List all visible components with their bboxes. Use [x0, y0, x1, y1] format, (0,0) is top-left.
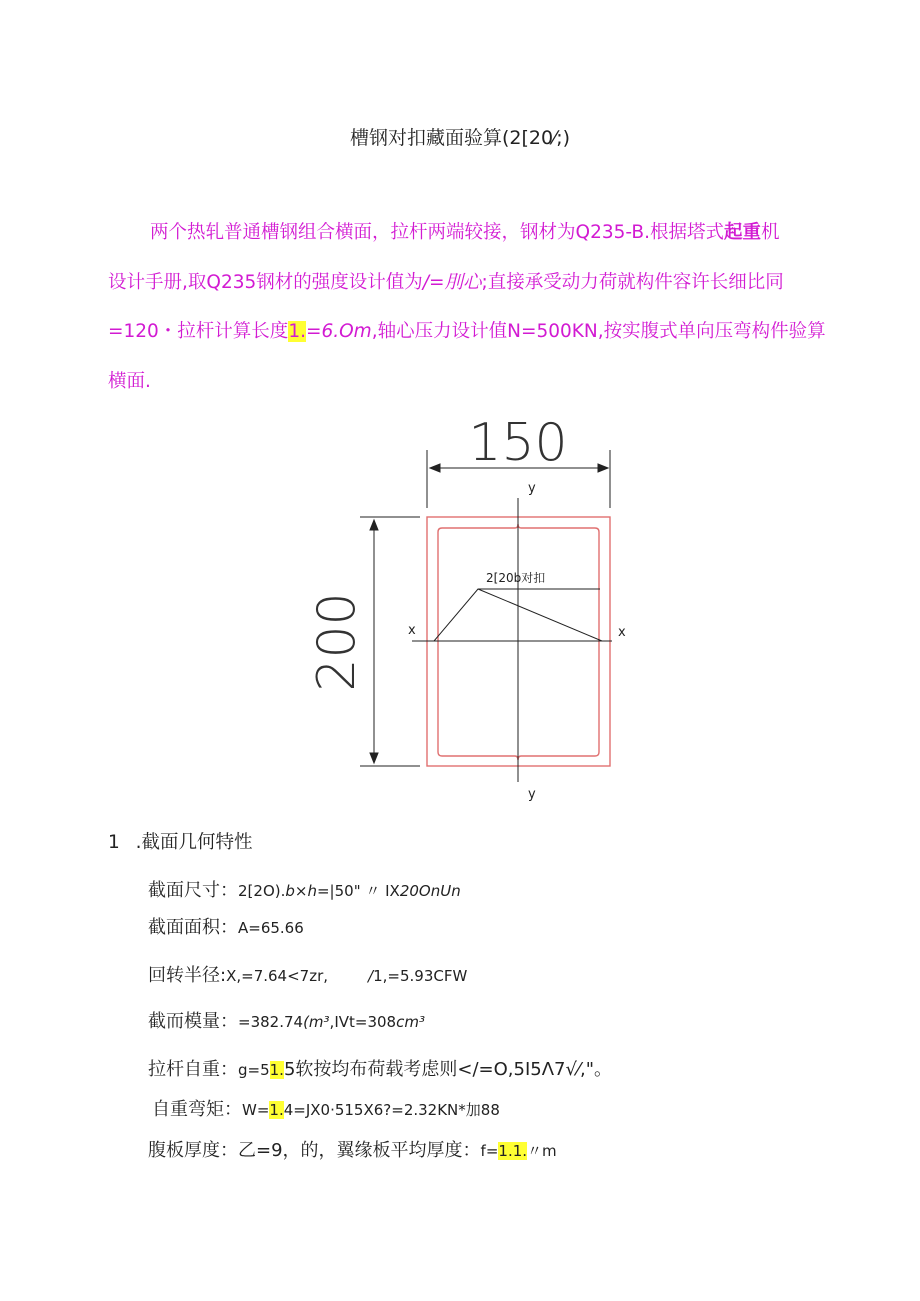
row-value: W=: [242, 1101, 270, 1119]
row-value: 〃m: [527, 1142, 557, 1160]
row-value: =382.74: [238, 1013, 304, 1031]
row-section-size: [148, 876, 461, 902]
row-value: A=65.66: [238, 919, 304, 937]
row-value: t: [349, 1013, 355, 1031]
y-axis-label-bottom: y: [528, 787, 536, 802]
highlighted-text: 1.: [288, 321, 306, 342]
intro-line-2: [108, 268, 784, 294]
intro-line-1: [150, 218, 780, 244]
row-label: 拉杆自重：: [148, 1059, 238, 1080]
height-dimension-label: 200: [307, 592, 367, 692]
row-value: f=: [480, 1142, 499, 1160]
row-section-area: [148, 913, 304, 939]
intro-text: 横面.: [108, 371, 151, 392]
row-label: 自重弯矩：: [152, 1099, 242, 1120]
intro-text: 机: [760, 222, 780, 243]
section-drawing: [290, 400, 650, 810]
row-value: cm³: [396, 1013, 425, 1031]
page-title: 槽钢对扣藏面验算(2[20⁄;): [349, 127, 571, 149]
row-value: ,IV: [329, 1013, 349, 1031]
highlighted-text: 1.: [269, 1101, 284, 1119]
row-label: 截面面积：: [148, 917, 238, 938]
row-value: 4=JX0·515X6?=2.32KN*加88: [283, 1101, 500, 1119]
row-label: 腹板厚度：: [148, 1140, 238, 1161]
width-dimension-label: 150: [468, 413, 568, 473]
x-axis-label-right: x: [618, 625, 626, 640]
row-value: b×h: [285, 882, 317, 900]
row-self-weight: [148, 1055, 612, 1081]
intro-line-3: [108, 317, 826, 343]
section-1-heading: [108, 828, 253, 854]
row-radius-of-gyration: [148, 961, 467, 987]
row-value: X,=7.64<7zr,: [226, 967, 329, 985]
axes: [412, 498, 612, 782]
intro-text: 设计手册,取Q235钢材的强度设计值为: [108, 272, 423, 293]
highlighted-text: 1.: [269, 1061, 284, 1079]
section-title: .截面几何特性: [135, 832, 253, 853]
intro-text: 两个热轧普通槽钢组合横面，拉杆两端较接，钢材为Q235-B.根据塔式: [150, 222, 724, 243]
row-section-modulus: [148, 1007, 425, 1033]
row-label: 回转半径:: [148, 965, 227, 986]
row-self-weight-moment: [152, 1095, 500, 1121]
row-value: =|50" 〃 IX: [316, 882, 400, 900]
left-dimension: [360, 517, 420, 766]
row-value: 乙=9，的，翼缘板平均厚度：: [238, 1140, 481, 1161]
intro-formula: /=: [422, 272, 445, 293]
intro-formula: 刖心: [444, 272, 482, 293]
intro-formula: =6.Om: [305, 321, 372, 342]
intro-line-4: [108, 367, 151, 393]
row-value: 20OnUn: [399, 882, 461, 900]
row-label: 截而模量：: [148, 1011, 238, 1032]
row-value: g=5: [238, 1061, 270, 1079]
row-plate-thickness: [148, 1136, 557, 1162]
intro-bold-text: 起重: [723, 222, 761, 243]
intro-text: ,轴心压力设计值N=500KN,按实腹式单向压弯构件验算: [371, 321, 826, 342]
row-value: 5软按均布荷载考虑则</=O,5I5Λ7√⁄,"。: [283, 1059, 612, 1080]
row-label: 截面尺寸：: [148, 880, 238, 901]
row-value: (m³: [303, 1013, 330, 1031]
intro-text: ;直接承受动力荷就构件容许长细比同: [481, 272, 784, 293]
row-value: /: [368, 967, 374, 985]
row-value: 1,=5.93CFW: [373, 967, 468, 985]
highlighted-text: 1.1.: [498, 1142, 528, 1160]
intro-text: =120・拉杆计算长度: [108, 321, 289, 342]
section-number: 1: [108, 832, 120, 853]
row-value: =308: [354, 1013, 397, 1031]
section-callout-label: 2[20b对扣: [486, 571, 546, 585]
row-value: 2[2O).: [238, 882, 286, 900]
x-axis-label-left: x: [408, 623, 416, 638]
y-axis-label-top: y: [528, 481, 536, 496]
